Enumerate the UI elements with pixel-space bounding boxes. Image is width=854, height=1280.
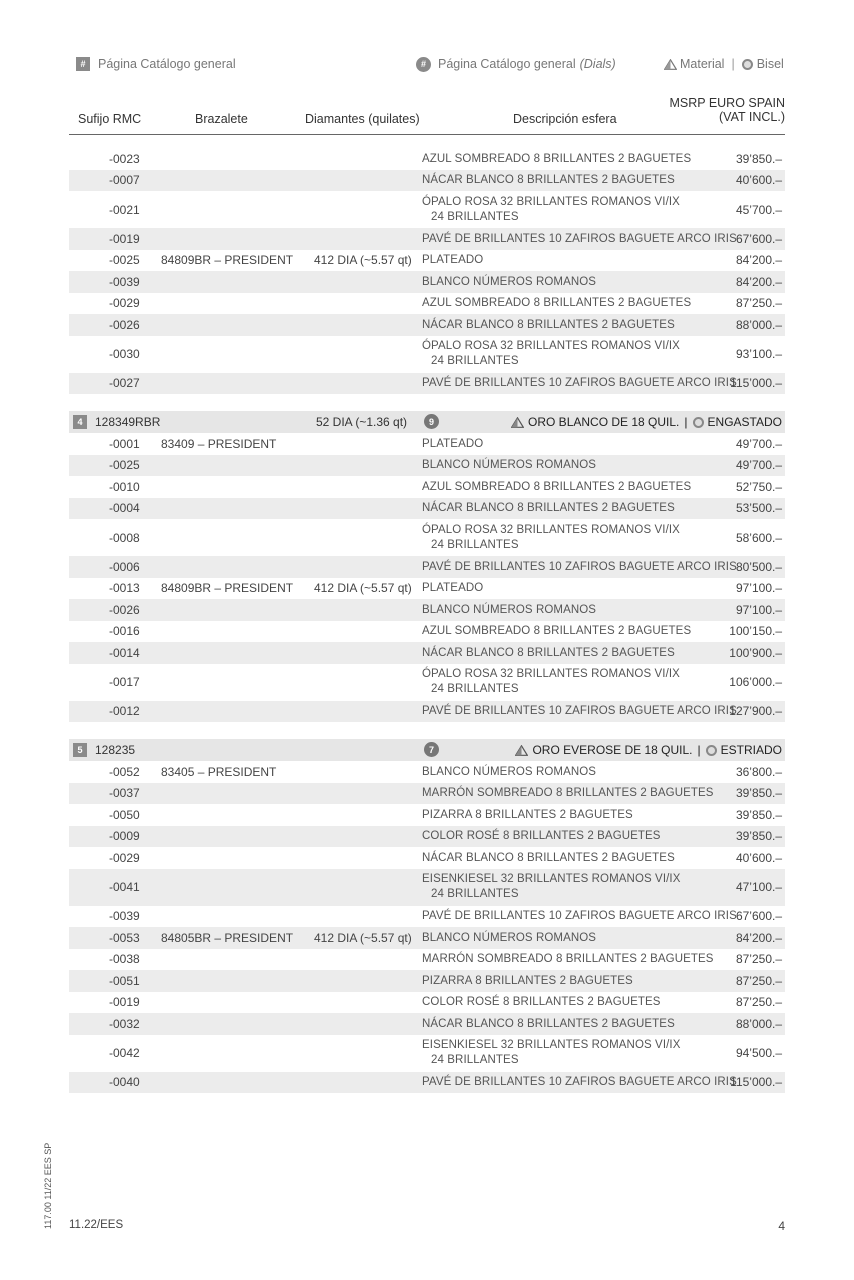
bracelet: 84805BR – PRESIDENT	[161, 930, 294, 945]
group-diamonds: 52 DIA (~1.36 qt)	[316, 415, 408, 429]
dial-description: PLATEADO	[422, 582, 484, 595]
dial-description-line2: 24 BRILLANTES	[431, 683, 519, 695]
dial-description: NÁCAR BLANCO 8 BRILLANTES 2 BAGUETES	[422, 174, 675, 187]
rmc-suffix: -0039	[109, 274, 140, 289]
rmc-suffix: -0040	[109, 1075, 140, 1090]
rmc-suffix: -0041	[109, 880, 140, 894]
dial-description: PAVÉ DE BRILLANTES 10 ZAFIROS BAGUETE ARCO IRIS	[422, 377, 737, 390]
dial-description: PAVÉ DE BRILLANTES 10 ZAFIROS BAGUETE ARCO IRIS	[422, 705, 737, 718]
bezel-label: ESTRIADO	[720, 743, 782, 757]
dial-description	[422, 191, 680, 228]
legend-bezel-label: Bisel	[756, 57, 784, 71]
msrp-price: 52’750.–	[735, 479, 782, 494]
table-row	[69, 314, 785, 336]
dial-description	[422, 519, 680, 556]
dial-description: PLATEADO	[422, 254, 484, 267]
msrp-price: 87’250.–	[735, 973, 782, 988]
table-row	[69, 783, 785, 805]
msrp-price: 67’600.–	[735, 909, 782, 924]
dial-description: NÁCAR BLANCO 8 BRILLANTES 2 BAGUETES	[422, 502, 675, 515]
rmc-suffix: -0025	[109, 253, 140, 268]
rmc-suffix: -0014	[109, 645, 140, 660]
table-row	[69, 556, 785, 578]
bracelet: 83405 – PRESIDENT	[161, 764, 277, 779]
rmc-suffix: -0029	[109, 296, 140, 311]
table-row	[69, 228, 785, 250]
table-row	[69, 804, 785, 826]
material-bezel	[515, 739, 782, 761]
col-msrp-line2: (VAT INCL.)	[719, 110, 785, 124]
rmc-suffix: -0026	[109, 317, 140, 332]
group-number-icon: 4	[73, 415, 87, 429]
msrp-price: 87’250.–	[735, 995, 782, 1010]
legend-catalog	[76, 55, 236, 73]
dial-description	[422, 336, 680, 373]
msrp-price: 53’500.–	[735, 501, 782, 516]
dial-description-lines	[422, 872, 680, 902]
dial-description: BLANCO NÚMEROS ROMANOS	[422, 275, 597, 288]
msrp-price: 115’000.–	[730, 1075, 782, 1090]
model-reference: 128235	[95, 743, 136, 757]
group-number-icon: 5	[73, 743, 87, 757]
msrp-price: 49’700.–	[735, 458, 782, 473]
material-triangle-icon	[515, 745, 528, 756]
table-row	[69, 433, 785, 455]
rmc-suffix: -0013	[109, 581, 140, 596]
dial-description-line1: ÓPALO ROSA 32 BRILLANTES ROMANOS VI/IX	[422, 668, 680, 680]
footer-side-code	[42, 1142, 54, 1230]
bezel-circle-icon	[742, 59, 753, 70]
diamonds: 412 DIA (~5.57 qt)	[314, 581, 412, 596]
msrp-price: 106’000.–	[729, 675, 782, 689]
table-row	[69, 847, 785, 869]
msrp-price: 40’600.–	[735, 173, 782, 188]
legend-material-bezel	[664, 55, 784, 73]
dial-description-line2: 24 BRILLANTES	[431, 355, 519, 367]
legend-material-label: Material	[680, 57, 725, 71]
dial-description-line2: 24 BRILLANTES	[431, 538, 519, 551]
dial-description: AZUL SOMBREADO 8 BRILLANTES 2 BAGUETES	[422, 625, 692, 638]
msrp-price: 87’250.–	[735, 952, 782, 967]
dial-description: NÁCAR BLANCO 8 BRILLANTES 2 BAGUETES	[422, 646, 675, 659]
table-row	[69, 761, 785, 783]
dial-description-line1: EISENKIESEL 32 BRILLANTES ROMANOS VI/IX	[422, 873, 681, 885]
dial-description: PAVÉ DE BRILLANTES 10 ZAFIROS BAGUETE ARCO IRIS	[422, 232, 737, 245]
bezel-label: ENGASTADO	[707, 415, 782, 429]
dial-description: AZUL SOMBREADO 8 BRILLANTES 2 BAGUETES	[422, 152, 692, 165]
rmc-suffix: -0008	[109, 530, 140, 545]
dial-description: NÁCAR BLANCO 8 BRILLANTES 2 BAGUETES	[422, 1017, 675, 1030]
msrp-price: 67’600.–	[735, 231, 782, 246]
material-separator: |	[697, 743, 701, 757]
msrp-price: 100’900.–	[729, 645, 782, 660]
dial-description: BLANCO NÚMEROS ROMANOS	[422, 603, 597, 616]
msrp-price: 39’850.–	[735, 786, 782, 801]
rmc-suffix: -0052	[109, 764, 140, 779]
table-row	[69, 148, 785, 170]
rmc-suffix: -0025	[109, 458, 140, 473]
msrp-price: 94’500.–	[735, 1046, 782, 1060]
rmc-suffix: -0017	[109, 675, 140, 689]
rmc-suffix: -0051	[109, 973, 140, 988]
rmc-suffix: -0021	[109, 202, 140, 217]
dial-description: PAVÉ DE BRILLANTES 10 ZAFIROS BAGUETE ARCO IRIS	[422, 910, 737, 923]
dial-description	[422, 664, 680, 701]
col-msrp	[669, 96, 785, 124]
dial-page-icon: 9	[424, 414, 439, 429]
table-row	[69, 578, 785, 600]
msrp-price: 88’000.–	[735, 1016, 782, 1031]
table-row	[69, 455, 785, 477]
msrp-price: 87’250.–	[735, 296, 782, 311]
catalog-page-icon: #	[76, 57, 90, 71]
dial-description: BLANCO NÚMEROS ROMANOS	[422, 765, 597, 778]
msrp-price: 97’100.–	[735, 581, 782, 596]
dial-description: PAVÉ DE BRILLANTES 10 ZAFIROS BAGUETE ARCO IRIS	[422, 1076, 737, 1089]
table-row	[69, 992, 785, 1014]
table-row	[69, 191, 785, 228]
dial-description	[422, 869, 680, 906]
legend-dials-label: Página Catálogo general	[438, 57, 576, 71]
table-row	[69, 293, 785, 315]
msrp-price: 49’700.–	[735, 436, 782, 451]
rmc-suffix: -0026	[109, 602, 140, 617]
material-bezel	[511, 411, 782, 433]
msrp-price: 127’900.–	[729, 704, 782, 719]
dial-description-line1: ÓPALO ROSA 32 BRILLANTES ROMANOS VI/IX	[422, 523, 680, 536]
table-row	[69, 906, 785, 928]
dial-description-line2: 24 BRILLANTES	[431, 210, 519, 223]
bracelet: 83409 – PRESIDENT	[161, 436, 277, 451]
dial-description: COLOR ROSÉ 8 BRILLANTES 2 BAGUETES	[422, 996, 661, 1009]
table-row	[69, 1035, 785, 1072]
diamonds: 412 DIA (~5.57 qt)	[314, 930, 412, 945]
legend-catalog-label: Página Catálogo general	[98, 57, 236, 71]
material-separator: |	[684, 415, 688, 429]
material-label: ORO BLANCO DE 18 QUIL.	[528, 415, 680, 429]
material-triangle-icon	[511, 417, 524, 428]
col-msrp-line1: MSRP EURO SPAIN	[669, 96, 785, 110]
legend-dials	[416, 55, 616, 73]
dial-description: MARRÓN SOMBREADO 8 BRILLANTES 2 BAGUETES	[422, 953, 714, 966]
material-triangle-icon	[664, 59, 677, 70]
table-row	[69, 949, 785, 971]
msrp-price: 97’100.–	[735, 602, 782, 617]
bezel-circle-icon	[706, 745, 717, 756]
dials-page-icon: #	[416, 57, 431, 72]
table-row	[69, 621, 785, 643]
rmc-suffix: -0050	[109, 807, 140, 822]
msrp-price: 45’700.–	[735, 202, 782, 217]
rmc-suffix: -0042	[109, 1046, 140, 1060]
table-row	[69, 599, 785, 621]
page-number: 4	[778, 1219, 785, 1233]
dial-description: AZUL SOMBREADO 8 BRILLANTES 2 BAGUETES	[422, 297, 692, 310]
msrp-price: 39’850.–	[735, 829, 782, 844]
dial-description: PIZARRA 8 BRILLANTES 2 BAGUETES	[422, 808, 633, 821]
dial-description: BLANCO NÚMEROS ROMANOS	[422, 931, 597, 944]
rmc-suffix: -0053	[109, 930, 140, 945]
rmc-suffix: -0030	[109, 347, 140, 361]
rmc-suffix: -0027	[109, 376, 140, 391]
table-row	[69, 826, 785, 848]
rmc-suffix: -0032	[109, 1016, 140, 1031]
footer-edition: 11.22/EES	[69, 1219, 124, 1231]
dial-description-lines	[422, 667, 680, 697]
rmc-suffix: -0004	[109, 501, 140, 516]
table-row	[69, 927, 785, 949]
rmc-suffix: -0001	[109, 436, 140, 451]
table-row	[69, 476, 785, 498]
dial-description: NÁCAR BLANCO 8 BRILLANTES 2 BAGUETES	[422, 318, 675, 331]
table-row	[69, 498, 785, 520]
table-row	[69, 869, 785, 906]
msrp-price: 84’200.–	[735, 274, 782, 289]
table-row	[69, 336, 785, 373]
price-table	[69, 148, 785, 1093]
dial-description: MARRÓN SOMBREADO 8 BRILLANTES 2 BAGUETES	[422, 787, 714, 800]
bracelet: 84809BR – PRESIDENT	[161, 253, 294, 268]
table-row	[69, 519, 785, 556]
legend-dials-suffix: (Dials)	[579, 57, 616, 71]
table-header	[69, 93, 785, 135]
rmc-suffix: -0006	[109, 559, 140, 574]
table-row	[69, 1013, 785, 1035]
rmc-suffix: -0007	[109, 173, 140, 188]
msrp-price: 80’500.–	[735, 559, 782, 574]
msrp-price: 88’000.–	[735, 317, 782, 332]
msrp-price: 39’850.–	[735, 151, 782, 166]
dial-description-lines	[422, 195, 680, 225]
rmc-suffix: -0029	[109, 850, 140, 865]
table-row	[69, 170, 785, 192]
msrp-price: 84’200.–	[735, 930, 782, 945]
table-row	[69, 250, 785, 272]
msrp-price: 115’000.–	[730, 376, 782, 391]
msrp-price: 84’200.–	[735, 253, 782, 268]
table-row	[69, 970, 785, 992]
rmc-suffix: -0023	[109, 151, 140, 166]
rmc-suffix: -0039	[109, 909, 140, 924]
dial-description-line2: 24 BRILLANTES	[431, 888, 519, 900]
table-row	[69, 271, 785, 293]
rmc-suffix: -0038	[109, 952, 140, 967]
rmc-suffix: -0010	[109, 479, 140, 494]
dial-description-line1: ÓPALO ROSA 32 BRILLANTES ROMANOS VI/IX	[422, 340, 680, 352]
rmc-suffix: -0037	[109, 786, 140, 801]
msrp-price: 40’600.–	[735, 850, 782, 865]
legend-bar	[0, 55, 854, 75]
rmc-suffix: -0009	[109, 829, 140, 844]
dial-description	[422, 1035, 680, 1072]
col-sufijo: Sufijo RMC	[78, 112, 142, 126]
table-row	[69, 701, 785, 723]
table-row	[69, 373, 785, 395]
table-row	[69, 664, 785, 701]
table-row	[69, 642, 785, 664]
dial-description-line1: EISENKIESEL 32 BRILLANTES ROMANOS VI/IX	[422, 1039, 681, 1051]
bezel-circle-icon	[693, 417, 704, 428]
bracelet: 84809BR – PRESIDENT	[161, 581, 294, 596]
table-row	[69, 1072, 785, 1094]
material-label: ORO EVEROSE DE 18 QUIL.	[532, 743, 693, 757]
msrp-price: 36’800.–	[735, 764, 782, 779]
msrp-price: 100’150.–	[729, 624, 782, 639]
dial-description: PAVÉ DE BRILLANTES 10 ZAFIROS BAGUETE ARCO IRIS	[422, 560, 737, 573]
group-header	[69, 411, 785, 433]
dial-description: NÁCAR BLANCO 8 BRILLANTES 2 BAGUETES	[422, 851, 675, 864]
rmc-suffix: -0019	[109, 231, 140, 246]
footer-side-code-text: 117.00 11/22 EES SP	[43, 1142, 53, 1229]
rmc-suffix: -0016	[109, 624, 140, 639]
msrp-price: 93’100.–	[735, 347, 782, 361]
dial-description: PIZARRA 8 BRILLANTES 2 BAGUETES	[422, 974, 633, 987]
group-header	[69, 739, 785, 761]
dial-description: BLANCO NÚMEROS ROMANOS	[422, 459, 597, 472]
msrp-price: 47’100.–	[735, 880, 782, 894]
col-descripcion: Descripción esfera	[513, 112, 617, 126]
msrp-price: 58’600.–	[735, 530, 782, 545]
dial-description: PLATEADO	[422, 437, 484, 450]
model-reference: 128349RBR	[95, 415, 161, 429]
dial-description-lines	[422, 339, 680, 369]
dial-description: COLOR ROSÉ 8 BRILLANTES 2 BAGUETES	[422, 830, 661, 843]
dial-description-line1: ÓPALO ROSA 32 BRILLANTES ROMANOS VI/IX	[422, 195, 680, 208]
msrp-price: 39’850.–	[735, 807, 782, 822]
col-brazalete: Brazalete	[195, 112, 248, 126]
rmc-suffix: -0012	[109, 704, 140, 719]
rmc-suffix: -0019	[109, 995, 140, 1010]
dial-description-line2: 24 BRILLANTES	[431, 1054, 519, 1066]
dial-page-icon: 7	[424, 742, 439, 757]
diamonds: 412 DIA (~5.57 qt)	[314, 253, 412, 268]
dial-description-lines	[422, 523, 680, 553]
col-diamantes: Diamantes (quilates)	[305, 112, 420, 126]
dial-description-lines	[422, 1038, 680, 1068]
dial-description: AZUL SOMBREADO 8 BRILLANTES 2 BAGUETES	[422, 480, 692, 493]
legend-separator: |	[731, 57, 735, 71]
